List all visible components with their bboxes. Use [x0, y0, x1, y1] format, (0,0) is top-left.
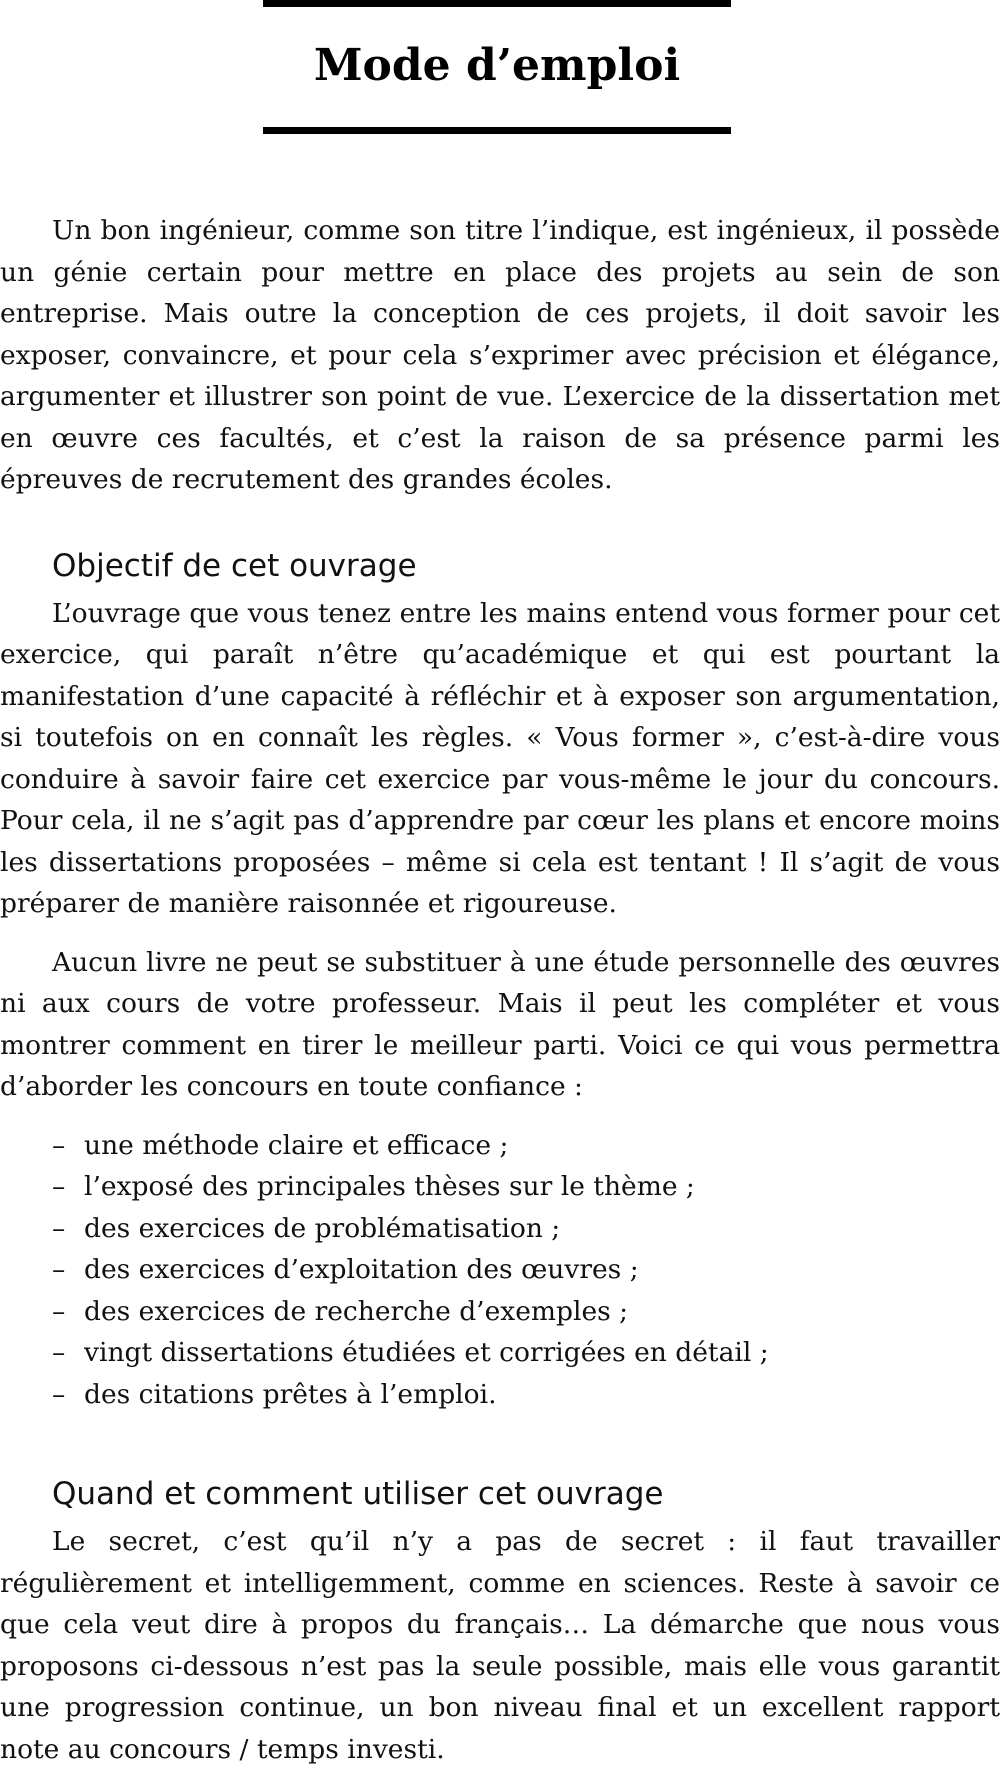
dash-bullet: –	[52, 1171, 66, 1202]
list-item-text: l’exposé des principales thèses sur le thème ;	[84, 1171, 695, 1202]
list-item	[52, 1166, 1000, 1208]
list-item	[52, 1125, 1000, 1167]
list-item-text: vingt dissertations étudiées et corrigées en détail ;	[84, 1337, 769, 1368]
dash-bullet: –	[52, 1254, 66, 1285]
list-item	[52, 1291, 1000, 1333]
list-item	[52, 1374, 1000, 1416]
list-item	[52, 1332, 1000, 1374]
title-top-rule	[263, 0, 731, 7]
list-item	[52, 1249, 1000, 1291]
dash-bullet: –	[52, 1295, 66, 1327]
objectif-list	[0, 1125, 1000, 1416]
title-bottom-rule	[263, 127, 731, 134]
dash-bullet: –	[52, 1337, 66, 1368]
list-item-text: des exercices d’exploitation des œuvres ;	[84, 1254, 639, 1285]
objectif-paragraph-2: Aucun livre ne peut se substituer à une étude personnelle des œuvres ni aux cours de votre professeur. Mais il peut les compléter et vous montrer comment en tirer le meilleur parti. Voici ce qui vous permettra d’aborder les concours en toute confiance :	[0, 946, 1000, 1102]
body-text	[0, 210, 1000, 1770]
list-item-text: des citations prêtes à l’emploi.	[84, 1378, 497, 1410]
section-heading-quand-comment: Quand et comment utiliser cet ouvrage	[52, 1476, 664, 1512]
quand-comment-paragraph: Le secret, c’est qu’il n’y a pas de secret : il faut travailler régulièrement et intelligemment, comme en sciences. Reste à savoir ce que cela veut dire à propos du français… La démarche que nous vous proposons ci-dessous n’est pas la seule possible, mais elle vous garantit une progression continue, un bon niveau final et un excellent rapport note au concours / temps investi.	[0, 1526, 1000, 1765]
objectif-paragraph-1: L’ouvrage que vous tenez entre les mains entend vous former pour cet exercice, qui paraît n’être qu’académique et qui est pourtant la manifestation d’une capacité à réfléchir et à exposer son argumentation, si toutefois on en connaît les règles. « Vous former », c’est-à-dire vous conduire à savoir faire cet exercice par vous-même le jour du concours. Pour cela, il ne s’agit pas d’apprendre par cœur les plans et encore moins les dissertations proposées – même si cela est tentant ! Il s’agit de vous préparer de manière raisonnée et rigoureuse.	[0, 597, 1000, 919]
dash-bullet: –	[52, 1378, 66, 1410]
dash-bullet: –	[52, 1129, 66, 1161]
list-item-text: une méthode claire et efficace ;	[84, 1129, 509, 1161]
list-item-text: des exercices de recherche d’exemples ;	[84, 1295, 629, 1327]
list-item-text: des exercices de problématisation ;	[84, 1212, 561, 1244]
dash-bullet: –	[52, 1212, 66, 1244]
section-heading-objectif: Objectif de cet ouvrage	[52, 547, 417, 584]
page-title: Mode d’emploi	[313, 40, 681, 91]
intro-paragraph: Un bon ingénieur, comme son titre l’indique, est ingénieux, il possède un génie certain pour mettre en place des projets au sein de son entreprise. Mais outre la conception de ces projets, il doit savoir les exposer, convaincre, et pour cela s’exprimer avec précision et élégance, argumenter et illustrer son point de vue. L’exercice de la dissertation met en œuvre ces facultés, et c’est la raison de sa présence parmi les épreuves de recrutement des grandes écoles.	[0, 215, 1000, 495]
list-item	[52, 1208, 1000, 1250]
